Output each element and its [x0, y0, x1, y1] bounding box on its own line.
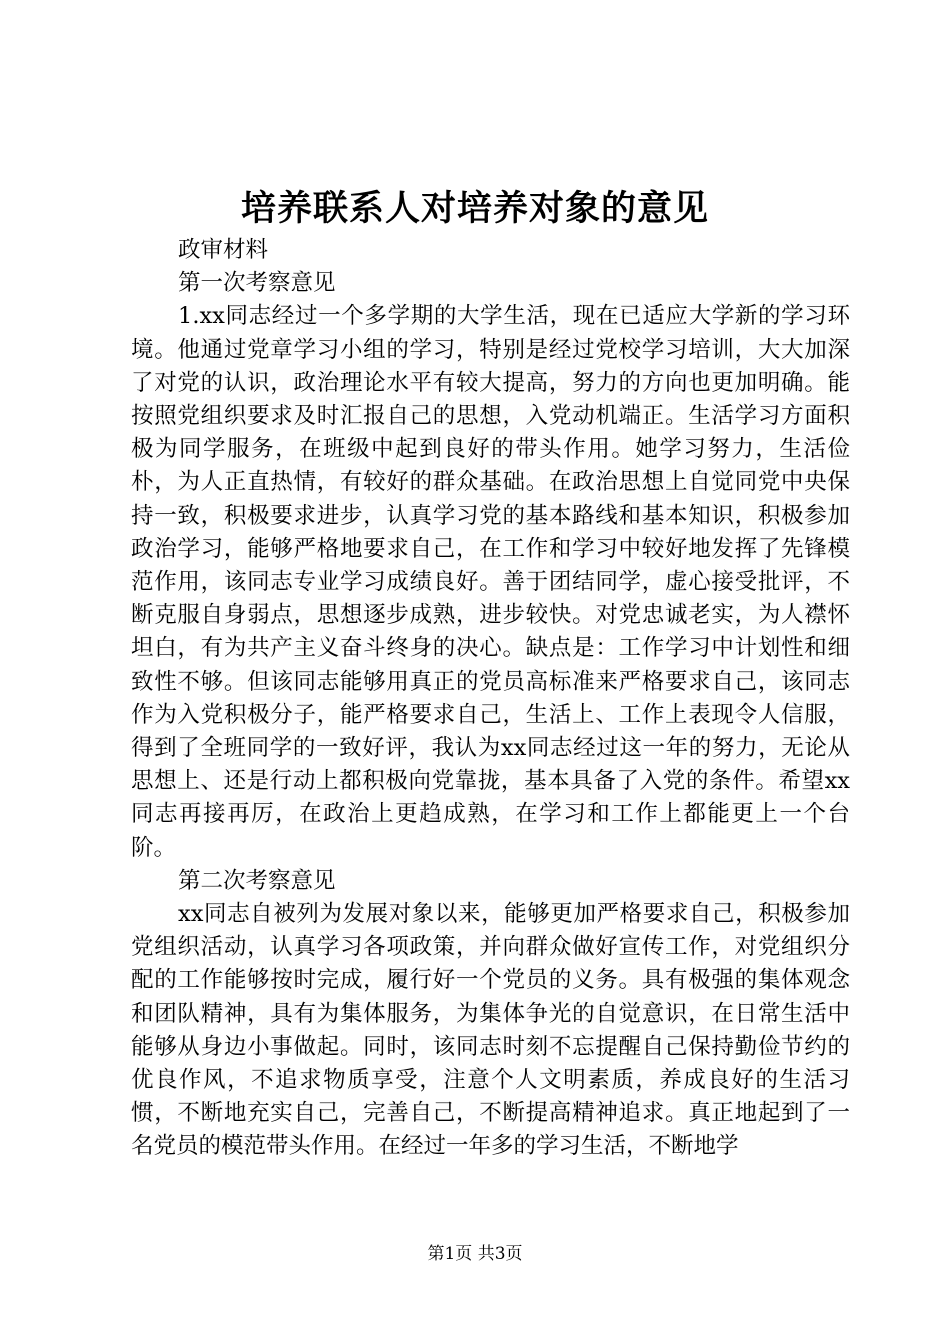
- paragraph-political-review: 政审材料: [178, 237, 269, 263]
- paragraph-second-review-heading: 第二次考察意见: [178, 867, 336, 894]
- paragraph-first-review-heading: 第一次考察意见: [178, 270, 336, 297]
- document-body: [131, 234, 850, 1164]
- page-number-footer: 第1页 共3页: [427, 1244, 523, 1264]
- document-title: 培养联系人对培养对象的意见: [240, 188, 709, 229]
- paragraph-first-review-body: 1.xx同志经过一个多学期的大学生活，现在已适应大学新的学习环境。他通过党章学习小组的学习，特别是经过党校学习培训，大大加深了对党的认识，政治理论水平有较大提高，努力的方向也更加明确。能按照党组织要求及时汇报自己的思想，入党动机端正。生活学习方面积极为同学服务，在班级中起到良好的带头作用。她学习努力，生活俭朴，为人正直热情，有较好的群众基础。在政治思想上自觉同党中央保持一致，积极要求进步，认真学习党的基本路线和基本知识，积极参加政治学习，能够严格地要求自己，在工作和学习中较好地发挥了先锋模范作用，该同志专业学习成绩良好。善于团结同学，虚心接受批评，不断克服自身弱点，思想逐步成熟，进步较快。对党忠诚老实，为人襟怀坦白，有为共产主义奋斗终身的决心。缺点是：工作学习中计划性和细致性不够。但该同志能够用真正的党员高标准来严格要求自己，该同志作为入党积极分子，能严格要求自己，生活上、工作上表现令人信服，得到了全班同学的一致好评，我认为xx同志经过这一年的努力，无论从思想上、还是行动上都积极向党靠拢，基本具备了入党的条件。希望xx同志再接再厉，在政治上更趋成熟，在学习和工作上都能更上一个台阶。: [131, 303, 850, 861]
- paragraph-second-review-body: xx同志自被列为发展对象以来，能够更加严格要求自己，积极参加党组织活动，认真学习各项政策，并向群众做好宣传工作，对党组织分配的工作能够按时完成，履行好一个党员的义务。具有极强的集体观念和团队精神，具有为集体服务，为集体争光的自觉意识，在日常生活中能够从身边小事做起。同时，该同志时刻不忘提醒自己保持勤俭节约的优良作风，不追求物质享受，注意个人文明素质，养成良好的生活习惯，不断地充实自己，完善自己，不断提高精神追求。真正地起到了一名党员的模范带头作用。在经过一年多的学习生活，不断地学: [131, 901, 850, 1160]
